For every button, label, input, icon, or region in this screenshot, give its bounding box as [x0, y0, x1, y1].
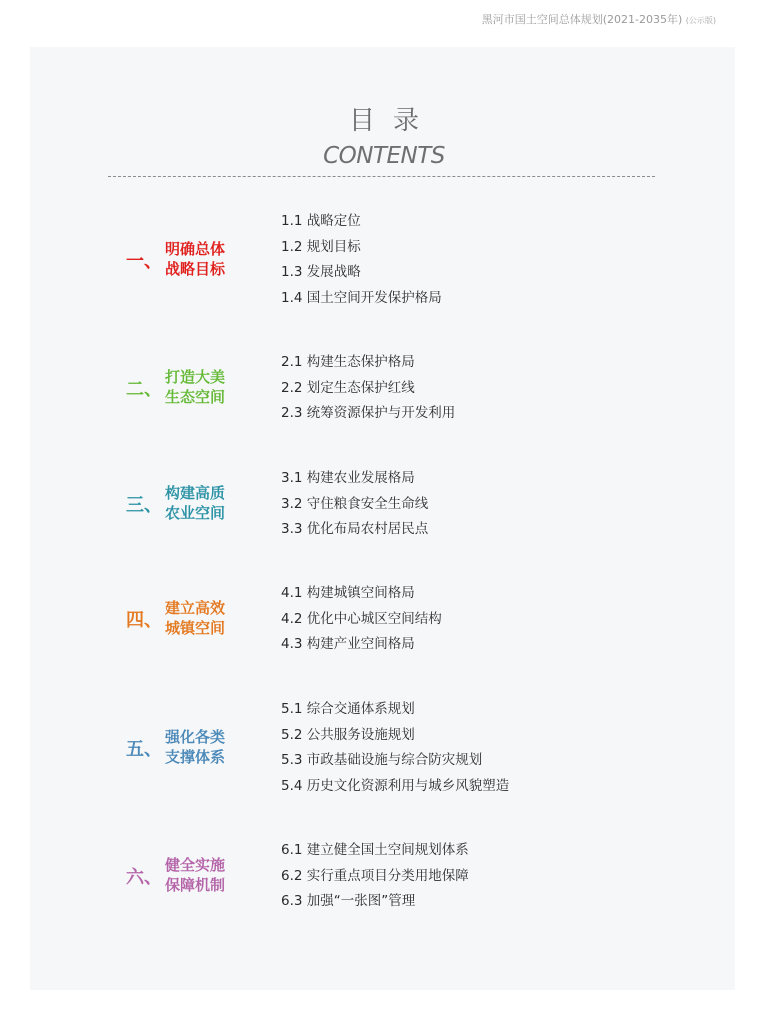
toc-title-en: CONTENTS [323, 143, 445, 169]
section-title [165, 855, 225, 895]
toc-item[interactable]: 4.2 优化中心城区空间结构 [281, 610, 442, 627]
section-title-line1: 打造大美 [165, 368, 226, 387]
toc-item[interactable]: 6.1 建立健全国土空间规划体系 [281, 842, 469, 858]
toc-item[interactable]: 6.3 加强“一张图”管理 [281, 893, 416, 910]
section-title [165, 239, 225, 279]
toc-item[interactable]: 1.2 规划目标 [281, 238, 361, 255]
section-title [165, 483, 225, 523]
section-title-line1: 构建高质 [165, 484, 226, 503]
section-title [165, 727, 225, 767]
toc-item[interactable]: 3.2 守住粮食安全生命线 [281, 495, 429, 512]
toc-item[interactable]: 3.3 优化布局农村居民点 [281, 521, 429, 538]
toc-item[interactable]: 3.1 构建农业发展格局 [281, 470, 415, 486]
toc-item[interactable]: 5.3 市政基础设施与综合防灾规划 [281, 752, 483, 769]
section-number: 二、 [126, 379, 162, 401]
section-title-line2: 支撑体系 [165, 748, 226, 767]
toc-item[interactable]: 2.2 划定生态保护红线 [281, 379, 415, 396]
toc-item[interactable]: 4.3 构建产业空间格局 [281, 636, 415, 653]
section-title-line1: 明确总体 [165, 240, 226, 259]
document-title: 黑河市国土空间总体规划(2021-2035年) [481, 13, 683, 26]
section-items [281, 838, 469, 915]
section-items [281, 350, 455, 427]
document-header [482, 11, 716, 27]
section-title-line2: 城镇空间 [165, 619, 226, 638]
section-number: 五、 [126, 739, 162, 761]
section-items [281, 581, 442, 658]
toc-item[interactable]: 1.1 战略定位 [281, 213, 361, 229]
section-items [281, 697, 509, 799]
toc-title-cn: 目录 [348, 106, 437, 136]
section-number: 六、 [126, 867, 162, 889]
section-title-line1: 健全实施 [165, 856, 226, 875]
section-title [165, 367, 225, 407]
section-title-line1: 建立高效 [165, 599, 226, 618]
section-title-line2: 保障机制 [165, 876, 226, 895]
toc-item[interactable]: 5.4 历史文化资源利用与城乡风貌塑造 [281, 777, 510, 794]
section-title-line2: 农业空间 [165, 504, 226, 523]
section-number: 一、 [126, 251, 162, 273]
toc-item[interactable]: 1.3 发展战略 [281, 264, 361, 281]
toc-item[interactable]: 2.3 统筹资源保护与开发利用 [281, 405, 456, 422]
toc-item[interactable]: 5.2 公共服务设施规划 [281, 726, 415, 743]
section-title-line1: 强化各类 [165, 728, 226, 747]
section-items [281, 209, 442, 311]
section-number: 三、 [126, 495, 162, 517]
toc-item[interactable]: 6.2 实行重点项目分类用地保障 [281, 867, 469, 884]
section-items [281, 466, 428, 543]
toc-item[interactable]: 2.1 构建生态保护格局 [281, 354, 415, 370]
section-title [165, 598, 225, 638]
edition-label: (公示版) [685, 16, 716, 25]
section-number: 四、 [126, 610, 162, 632]
section-title-line2: 战略目标 [165, 260, 226, 279]
toc-item[interactable]: 1.4 国土空间开发保护格局 [281, 289, 442, 306]
title-divider [108, 176, 655, 177]
section-title-line2: 生态空间 [165, 388, 226, 407]
toc-item[interactable]: 5.1 综合交通体系规划 [281, 701, 415, 717]
toc-item[interactable]: 4.1 构建城镇空间格局 [281, 585, 415, 601]
